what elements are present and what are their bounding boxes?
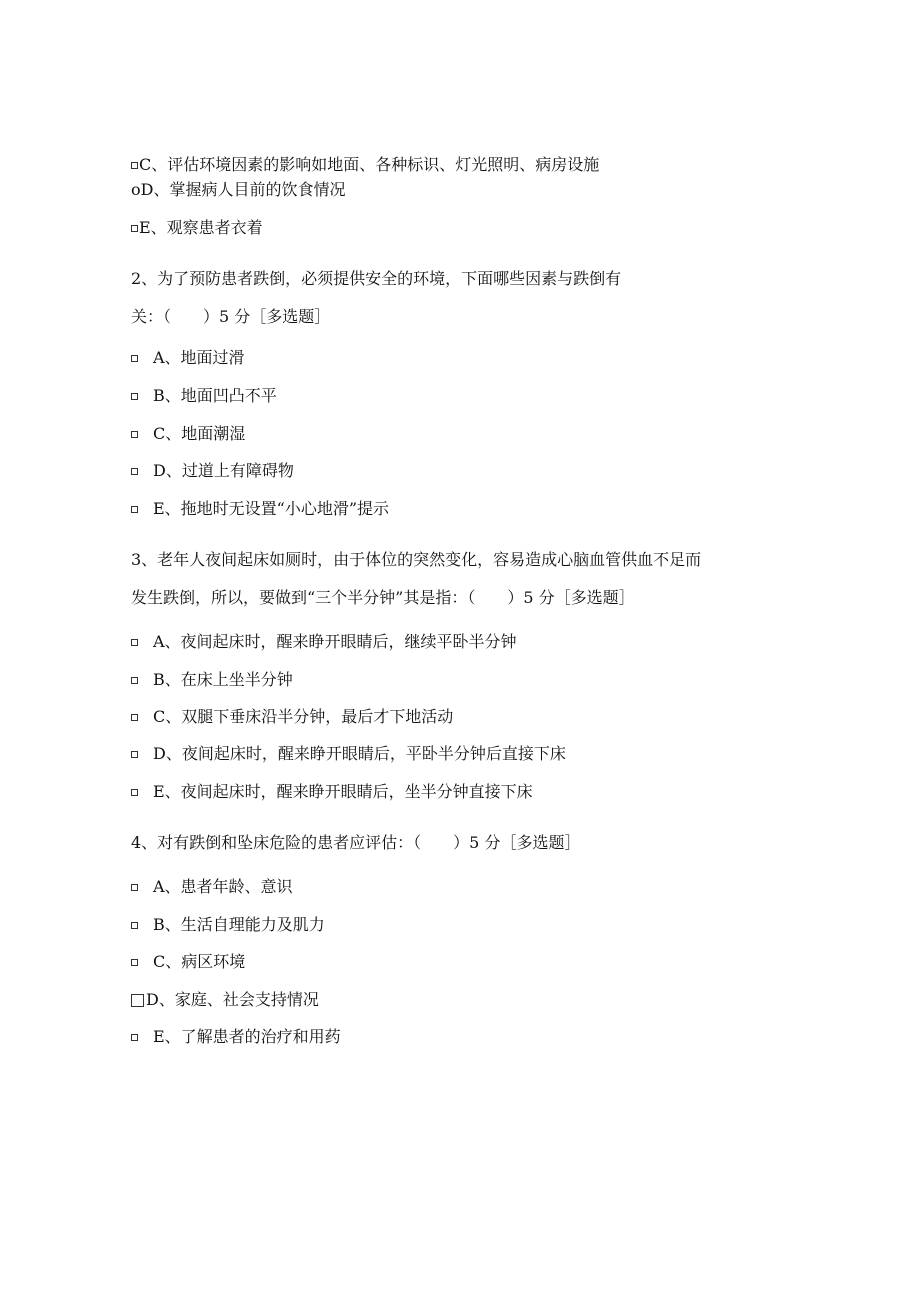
q3-stem-line2: 发生跌倒，所以，要做到“三个半分钟”其是指：（ ）5 分［多选题］ xyxy=(131,588,635,607)
checkbox-icon[interactable] xyxy=(131,677,138,684)
option-label: B、地面凹凸不平 xyxy=(153,386,277,405)
checkbox-icon[interactable] xyxy=(131,355,138,362)
option-label: D、掌握病人目前的饮食情况 xyxy=(140,180,346,199)
option-label: D、家庭、社会支持情况 xyxy=(146,990,319,1009)
checkbox-icon[interactable] xyxy=(131,714,138,721)
option-label: C、地面潮湿 xyxy=(153,424,246,443)
checkbox-icon[interactable] xyxy=(131,468,138,475)
checkbox-icon[interactable] xyxy=(131,162,138,169)
checkbox-icon[interactable] xyxy=(131,994,144,1007)
checkbox-icon[interactable] xyxy=(131,393,138,400)
option-label: E、拖地时无设置“小心地滑”提示 xyxy=(153,499,390,518)
option-label: E、夜间起床时，醒来睁开眼睛后，坐半分钟直接下床 xyxy=(153,782,533,801)
q2-option-b[interactable] xyxy=(131,386,277,406)
q3-option-a[interactable] xyxy=(131,632,517,652)
q2-option-c[interactable] xyxy=(131,424,245,444)
q4-option-b[interactable] xyxy=(131,915,325,935)
q4-stem-line1: 4、对有跌倒和坠床危险的患者应评估：（ ）5 分［多选题］ xyxy=(131,833,581,852)
checkbox-icon[interactable] xyxy=(131,922,138,929)
checkbox-icon[interactable] xyxy=(131,431,138,438)
checkbox-icon[interactable] xyxy=(131,506,138,513)
q3-stem-line1: 3、老年人夜间起床如厕时，由于体位的突然变化，容易造成心脑血管供血不足而 xyxy=(131,550,702,569)
option-label: D、过道上有障碍物 xyxy=(153,461,294,480)
q2-option-d[interactable] xyxy=(131,461,294,481)
q1-option-e[interactable] xyxy=(131,218,263,238)
q4-option-a[interactable] xyxy=(131,877,293,897)
checkbox-icon[interactable] xyxy=(131,639,138,646)
checkbox-icon[interactable] xyxy=(131,884,138,891)
option-label: A、地面过滑 xyxy=(153,348,245,367)
q3-option-b[interactable] xyxy=(131,670,293,690)
checkbox-icon[interactable] xyxy=(131,225,138,232)
q4-option-d[interactable] xyxy=(131,990,319,1010)
q2-stem-line1: 2、为了预防患者跌倒，必须提供安全的环境，下面哪些因素与跌倒有 xyxy=(131,269,622,288)
option-label: E、观察患者衣着 xyxy=(139,218,263,237)
q1-option-d[interactable] xyxy=(131,180,345,200)
option-label: C、评估环境因素的影响如地面、各种标识、灯光照明、病房设施 xyxy=(139,155,600,174)
q2-option-a[interactable] xyxy=(131,348,245,368)
q2-stem-line2: 关：（ ）5 分［多选题］ xyxy=(131,307,331,326)
q2-option-e[interactable] xyxy=(131,499,389,519)
q3-option-d[interactable] xyxy=(131,744,566,764)
checkbox-icon[interactable] xyxy=(131,959,138,966)
checkbox-icon[interactable] xyxy=(131,1034,138,1041)
option-label: E、了解患者的治疗和用药 xyxy=(153,1027,341,1046)
option-label: A、夜间起床时，醒来睁开眼睛后，继续平卧半分钟 xyxy=(153,632,517,651)
checkbox-icon[interactable] xyxy=(131,751,138,758)
option-label: A、患者年龄、意识 xyxy=(153,877,293,896)
q3-option-e[interactable] xyxy=(131,782,533,802)
option-label: B、在床上坐半分钟 xyxy=(153,670,293,689)
option-label: C、双腿下垂床沿半分钟，最后才下地活动 xyxy=(153,707,454,726)
q4-option-e[interactable] xyxy=(131,1027,341,1047)
q4-option-c[interactable] xyxy=(131,952,245,972)
checkbox-icon[interactable] xyxy=(131,789,138,796)
option-label: C、病区环境 xyxy=(153,952,246,971)
q3-option-c[interactable] xyxy=(131,707,453,727)
option-label: B、生活自理能力及肌力 xyxy=(153,915,325,934)
q1-option-c[interactable] xyxy=(131,155,599,175)
option-label: D、夜间起床时，醒来睁开眼睛后，平卧半分钟后直接下床 xyxy=(153,744,566,763)
option-marker: o xyxy=(131,180,141,199)
